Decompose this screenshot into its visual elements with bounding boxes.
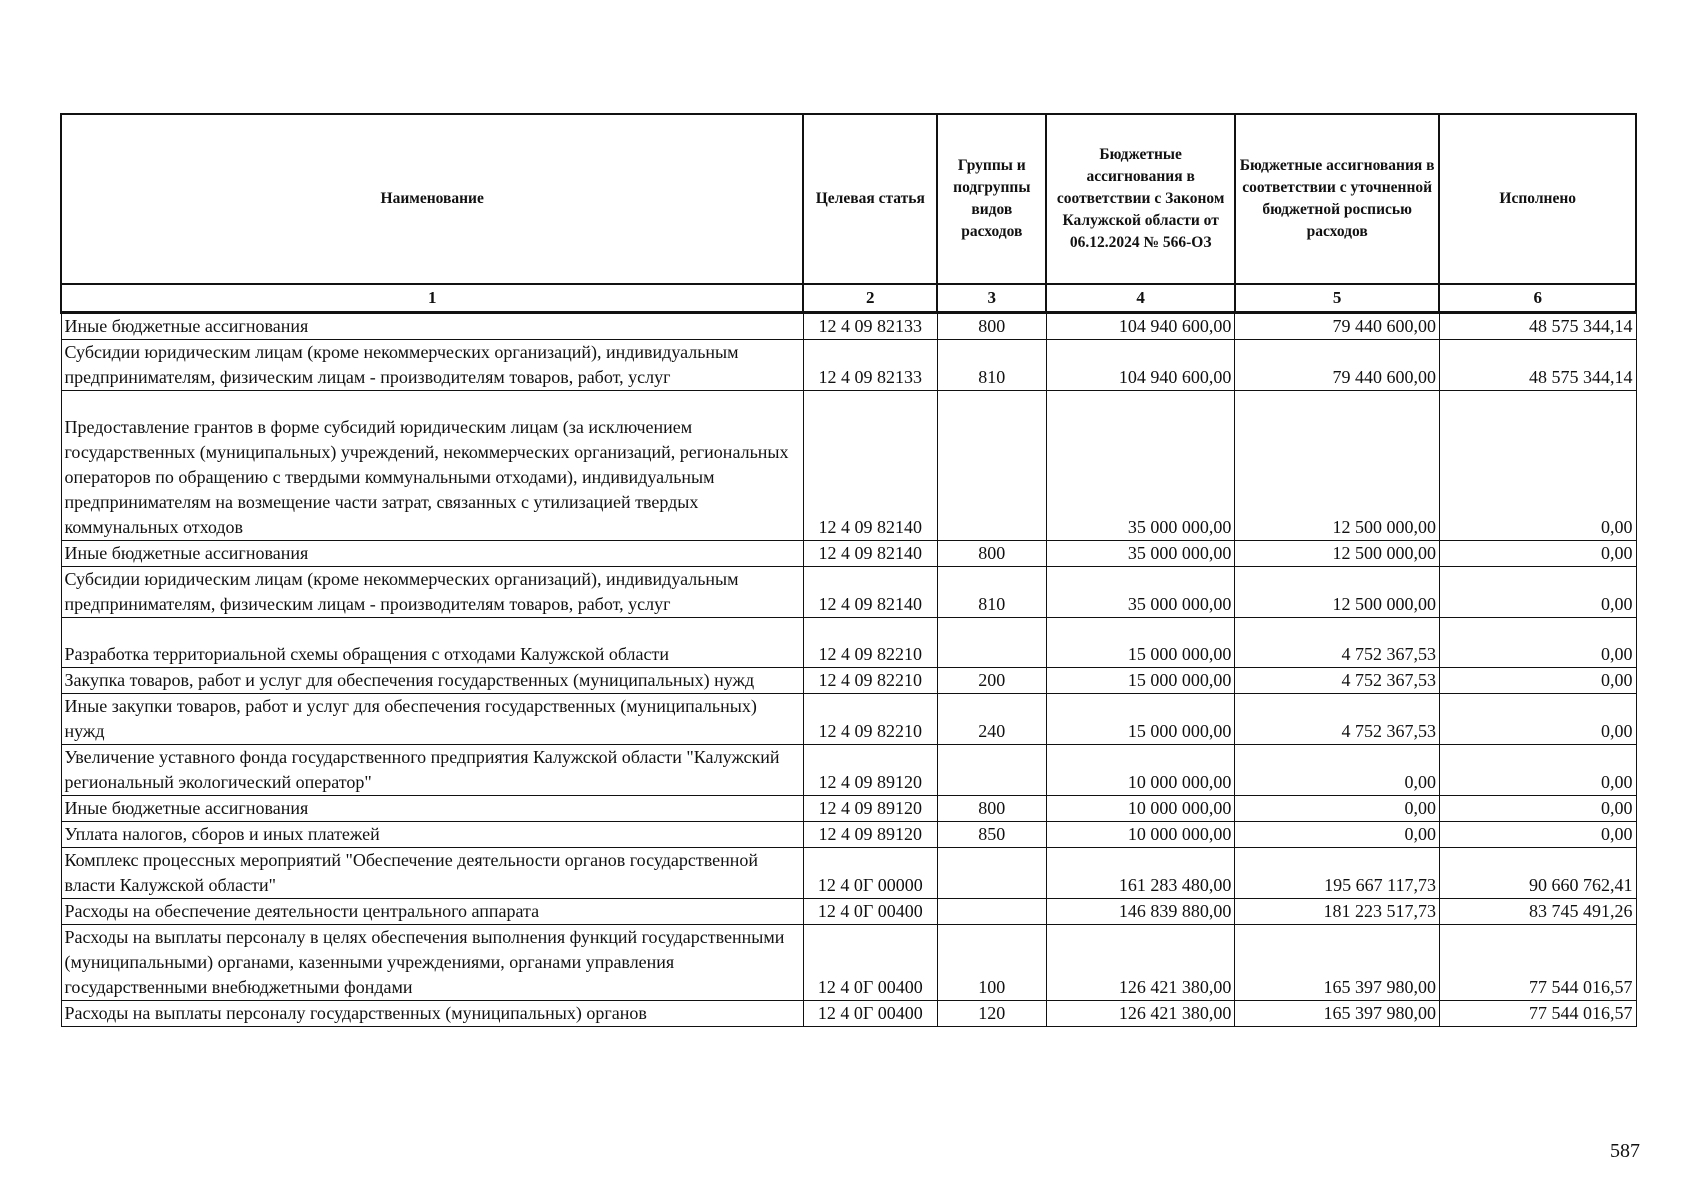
table-row (61, 390, 1636, 540)
row-expense-group: 800 (937, 795, 1046, 821)
row-target-article: 12 4 09 82133 (803, 312, 937, 339)
row-refined-allocation: 4 752 367,53 (1235, 693, 1440, 744)
row-expense-group: 810 (937, 566, 1046, 617)
row-name: Иные закупки товаров, работ и услуг для обеспечения государственных (муниципальных) нужд (61, 693, 803, 744)
row-law-allocation: 35 000 000,00 (1046, 390, 1234, 540)
row-target-article: 12 4 0Г 00400 (803, 898, 937, 924)
row-expense-group (937, 898, 1046, 924)
row-refined-allocation: 79 440 600,00 (1235, 339, 1440, 390)
row-executed: 77 544 016,57 (1439, 924, 1636, 1000)
column-number: 5 (1235, 284, 1440, 312)
row-refined-allocation: 0,00 (1235, 795, 1440, 821)
row-target-article: 12 4 09 89120 (803, 821, 937, 847)
row-executed: 0,00 (1439, 693, 1636, 744)
row-name: Иные бюджетные ассигнования (61, 795, 803, 821)
row-target-article: 12 4 09 82210 (803, 617, 937, 667)
table-row (61, 847, 1636, 898)
row-target-article: 12 4 0Г 00400 (803, 1000, 937, 1026)
row-law-allocation: 15 000 000,00 (1046, 617, 1234, 667)
row-executed: 0,00 (1439, 540, 1636, 566)
row-name: Уплата налогов, сборов и иных платежей (61, 821, 803, 847)
row-law-allocation: 15 000 000,00 (1046, 693, 1234, 744)
column-number: 3 (937, 284, 1046, 312)
row-target-article: 12 4 09 82140 (803, 566, 937, 617)
table-row (61, 617, 1636, 667)
budget-table (60, 113, 1637, 1027)
row-name: Субсидии юридическим лицам (кроме некоммерческих организаций), индивидуальным предпринимателям, физическим лицам - производителям товаров, работ, услуг (61, 339, 803, 390)
column-number: 1 (61, 284, 803, 312)
row-name: Комплекс процессных мероприятий "Обеспечение деятельности органов государственной власти Калужской области" (61, 847, 803, 898)
row-target-article: 12 4 09 82133 (803, 339, 937, 390)
row-name: Расходы на обеспечение деятельности центрального аппарата (61, 898, 803, 924)
row-name: Предоставление грантов в форме субсидий юридическим лицам (за исключением государственных (муниципальных) учреждений, некоммерческих организаций, региональных операторов по обращению с твердыми коммунальными отходами), индивидуальным предпринимателям на возмещение части затрат, связанных с утилизацией твердых коммунальных отходов (61, 390, 803, 540)
row-expense-group: 810 (937, 339, 1046, 390)
table-row (61, 898, 1636, 924)
row-target-article: 12 4 0Г 00400 (803, 924, 937, 1000)
row-refined-allocation: 4 752 367,53 (1235, 667, 1440, 693)
row-refined-allocation: 181 223 517,73 (1235, 898, 1440, 924)
row-refined-allocation: 12 500 000,00 (1235, 566, 1440, 617)
table-row (61, 924, 1636, 1000)
row-expense-group: 800 (937, 540, 1046, 566)
column-number-row (61, 284, 1636, 312)
row-executed: 48 575 344,14 (1439, 312, 1636, 339)
header-target-article: Целевая статья (803, 114, 937, 284)
row-target-article: 12 4 09 89120 (803, 795, 937, 821)
table-row (61, 540, 1636, 566)
row-law-allocation: 104 940 600,00 (1046, 312, 1234, 339)
row-refined-allocation: 165 397 980,00 (1235, 924, 1440, 1000)
row-name: Увеличение уставного фонда государственного предприятия Калужской области "Калужский региональный экологический оператор" (61, 744, 803, 795)
row-law-allocation: 126 421 380,00 (1046, 1000, 1234, 1026)
table-row (61, 693, 1636, 744)
table-row (61, 667, 1636, 693)
row-refined-allocation: 0,00 (1235, 821, 1440, 847)
table-row (61, 312, 1636, 339)
header-refined-allocation: Бюджетные ассигнования в соответствии с уточненной бюджетной росписью расходов (1235, 114, 1440, 284)
row-law-allocation: 10 000 000,00 (1046, 795, 1234, 821)
row-law-allocation: 10 000 000,00 (1046, 744, 1234, 795)
table-row (61, 1000, 1636, 1026)
row-law-allocation: 104 940 600,00 (1046, 339, 1234, 390)
row-executed: 83 745 491,26 (1439, 898, 1636, 924)
row-law-allocation: 10 000 000,00 (1046, 821, 1234, 847)
row-executed: 48 575 344,14 (1439, 339, 1636, 390)
row-executed: 90 660 762,41 (1439, 847, 1636, 898)
row-refined-allocation: 12 500 000,00 (1235, 540, 1440, 566)
row-refined-allocation: 12 500 000,00 (1235, 390, 1440, 540)
row-executed: 0,00 (1439, 744, 1636, 795)
row-expense-group: 120 (937, 1000, 1046, 1026)
table-row (61, 566, 1636, 617)
row-executed: 0,00 (1439, 617, 1636, 667)
row-target-article: 12 4 09 82210 (803, 693, 937, 744)
row-expense-group: 240 (937, 693, 1046, 744)
row-name: Расходы на выплаты персоналу в целях обеспечения выполнения функций государственными (муниципальными) органами, казенными учреждениями, органами управления государственными внебюджетными фондами (61, 924, 803, 1000)
row-name: Субсидии юридическим лицам (кроме некоммерческих организаций), индивидуальным предпринимателям, физическим лицам - производителям товаров, работ, услуг (61, 566, 803, 617)
row-name: Разработка территориальной схемы обращения с отходами Калужской области (61, 617, 803, 667)
row-law-allocation: 146 839 880,00 (1046, 898, 1234, 924)
row-expense-group: 850 (937, 821, 1046, 847)
row-executed: 77 544 016,57 (1439, 1000, 1636, 1026)
row-executed: 0,00 (1439, 566, 1636, 617)
row-target-article: 12 4 09 82210 (803, 667, 937, 693)
row-refined-allocation: 4 752 367,53 (1235, 617, 1440, 667)
row-target-article: 12 4 0Г 00000 (803, 847, 937, 898)
column-number: 6 (1439, 284, 1636, 312)
row-law-allocation: 35 000 000,00 (1046, 540, 1234, 566)
row-name: Закупка товаров, работ и услуг для обеспечения государственных (муниципальных) нужд (61, 667, 803, 693)
row-expense-group (937, 744, 1046, 795)
row-refined-allocation: 165 397 980,00 (1235, 1000, 1440, 1026)
row-refined-allocation: 0,00 (1235, 744, 1440, 795)
row-target-article: 12 4 09 89120 (803, 744, 937, 795)
table-row (61, 339, 1636, 390)
row-name: Иные бюджетные ассигнования (61, 540, 803, 566)
row-executed: 0,00 (1439, 795, 1636, 821)
table-row (61, 821, 1636, 847)
row-expense-group (937, 617, 1046, 667)
header-name: Наименование (61, 114, 803, 284)
row-target-article: 12 4 09 82140 (803, 540, 937, 566)
row-executed: 0,00 (1439, 390, 1636, 540)
row-law-allocation: 15 000 000,00 (1046, 667, 1234, 693)
header-row (61, 114, 1636, 284)
row-expense-group: 800 (937, 312, 1046, 339)
header-executed: Исполнено (1439, 114, 1636, 284)
row-executed: 0,00 (1439, 821, 1636, 847)
row-refined-allocation: 79 440 600,00 (1235, 312, 1440, 339)
row-expense-group: 200 (937, 667, 1046, 693)
row-law-allocation: 126 421 380,00 (1046, 924, 1234, 1000)
table-row (61, 795, 1636, 821)
row-executed: 0,00 (1439, 667, 1636, 693)
table-row (61, 744, 1636, 795)
row-name: Расходы на выплаты персоналу государственных (муниципальных) органов (61, 1000, 803, 1026)
page-number: 587 (1610, 1140, 1640, 1162)
row-target-article: 12 4 09 82140 (803, 390, 937, 540)
column-number: 4 (1046, 284, 1234, 312)
row-expense-group (937, 847, 1046, 898)
row-refined-allocation: 195 667 117,73 (1235, 847, 1440, 898)
row-name: Иные бюджетные ассигнования (61, 312, 803, 339)
row-law-allocation: 35 000 000,00 (1046, 566, 1234, 617)
column-number: 2 (803, 284, 937, 312)
row-expense-group: 100 (937, 924, 1046, 1000)
header-law-allocation: Бюджетные ассигнования в соответствии с Законом Калужской области от 06.12.2024 № 566-ОЗ (1046, 114, 1234, 284)
row-law-allocation: 161 283 480,00 (1046, 847, 1234, 898)
row-expense-group (937, 390, 1046, 540)
header-expense-group: Группы и подгруппы видов расходов (937, 114, 1046, 284)
